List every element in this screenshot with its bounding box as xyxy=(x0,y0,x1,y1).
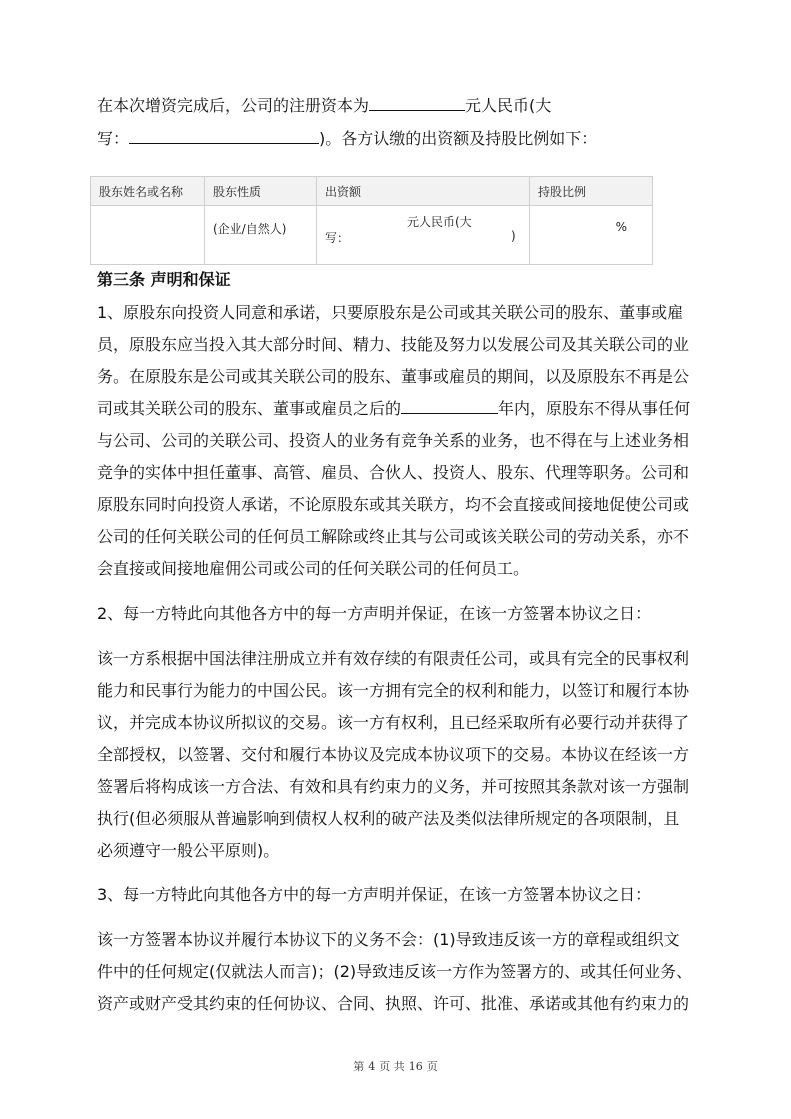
intro-line-1 xyxy=(97,95,551,117)
table-header: 出资额 xyxy=(317,177,530,206)
years-blank xyxy=(401,398,498,414)
paragraph-line xyxy=(97,398,690,420)
paragraph-line: 件中的任何规定(仅就法人而言)；(2)导致违反该一方作为签署方的、或其任何业务、 xyxy=(97,962,693,981)
intro-line-2 xyxy=(97,128,597,150)
paragraph-line: 必须遵守一般公平原则)。 xyxy=(97,841,280,860)
paragraph-line: 能力和民事行为能力的中国公民。该一方拥有完全的权利和能力，以签订和履行本协 xyxy=(97,681,690,700)
intro-text: 在本次增资完成后，公司的注册资本为 xyxy=(97,96,370,115)
paragraph-line: 该一方系根据中国法律注册成立并有效存续的有限责任公司，或具有完全的民事权利 xyxy=(97,649,690,668)
intro-text: )。各方认缴的出资额及持股比例如下： xyxy=(319,129,598,148)
footer-text: 页 xyxy=(426,1060,438,1073)
paragraph-line: 资产或财产受其约束的任何协议、合同、执照、许可、批准、承诺或其他有约束力的 xyxy=(97,994,690,1013)
shareholder-name-cell xyxy=(91,206,205,265)
capital-text: 元人民币(大 xyxy=(407,215,472,229)
page-footer xyxy=(0,1058,791,1074)
paragraph-text: 司或其关联公司的股东、董事或雇员之后的 xyxy=(97,399,402,418)
paragraph-line: 会直接或间接地雇佣公司或公司的任何关联公司的任何员工。 xyxy=(97,559,530,578)
shareholder-nature-cell: (企业/自然人) xyxy=(205,206,317,265)
paragraph-line: 该一方签署本协议并履行本协议下的义务不会：(1)导致违反该一方的章程或组织文 xyxy=(97,930,680,949)
capital-uppercase-blank xyxy=(129,128,319,144)
capital-text: ) xyxy=(511,229,516,243)
paragraph-line: 公司的任何关联公司的任何员工解除或终止其与公司或该关联公司的劳动关系，亦不 xyxy=(97,527,690,546)
table-header: 股东姓名或名称 xyxy=(91,177,205,206)
table-header: 股东性质 xyxy=(205,177,317,206)
capital-text: 写： xyxy=(325,231,350,245)
footer-text: 第 xyxy=(353,1060,365,1073)
paragraph-line: 执行(但必须服从普遍影响到债权人权利的破产法及类似法律所规定的各项限制，且 xyxy=(97,809,680,828)
footer-text: 页 共 xyxy=(379,1060,405,1073)
capital-cell xyxy=(317,206,530,265)
paragraph-line: 2、每一方特此向其他各方中的每一方声明并保证，在该一方签署本协议之日： xyxy=(97,604,652,623)
table-header-row xyxy=(91,177,653,206)
paragraph-line: 全部授权，以签署、交付和履行本协议及完成本协议项下的交易。本协议在经该一方 xyxy=(97,745,690,764)
table-row xyxy=(91,206,653,265)
paragraph-line: 务。在原股东是公司或其关联公司的股东、董事或雇员的期间，以及原股东不再是公 xyxy=(97,367,690,386)
shareholder-table xyxy=(90,176,653,265)
paragraph-line: 员，原股东应当投入其大部分时间、精力、技能及努力以发展公司及其关联公司的业 xyxy=(97,335,690,354)
paragraph-line: 原股东同时向投资人承诺，不论原股东或其关联方，均不会直接或间接地促使公司或 xyxy=(97,495,690,514)
registered-capital-blank xyxy=(369,95,465,111)
percent-cell: % xyxy=(530,206,653,265)
total-pages: 16 xyxy=(408,1060,423,1073)
intro-text: 元人民币(大 xyxy=(465,96,552,115)
page-number: 4 xyxy=(368,1060,376,1073)
paragraph-line: 签署后将构成该一方合法、有效和具有约束力的义务，并可按照其条款对该一方强制 xyxy=(97,777,690,796)
table-header: 持股比例 xyxy=(530,177,653,206)
paragraph-line: 1、原股东向投资人同意和承诺，只要原股东是公司或其关联公司的股东、董事或雇 xyxy=(97,303,684,322)
section-heading: 第三条 声明和保证 xyxy=(97,270,231,289)
paragraph-line: 与公司、公司的关联公司、投资人的业务有竞争关系的业务，也不得在与上述业务相 xyxy=(97,431,690,450)
paragraph-text: 年内，原股东不得从事任何 xyxy=(498,399,691,418)
paragraph-line: 竞争的实体中担任董事、高管、雇员、合伙人、投资人、股东、代理等职务。公司和 xyxy=(97,463,690,482)
intro-text: 写： xyxy=(97,129,130,148)
paragraph-line: 议，并完成本协议所拟议的交易。该一方有权利，且已经采取所有必要行动并获得了 xyxy=(97,713,690,732)
paragraph-line: 3、每一方特此向其他各方中的每一方声明并保证，在该一方签署本协议之日： xyxy=(97,885,652,904)
